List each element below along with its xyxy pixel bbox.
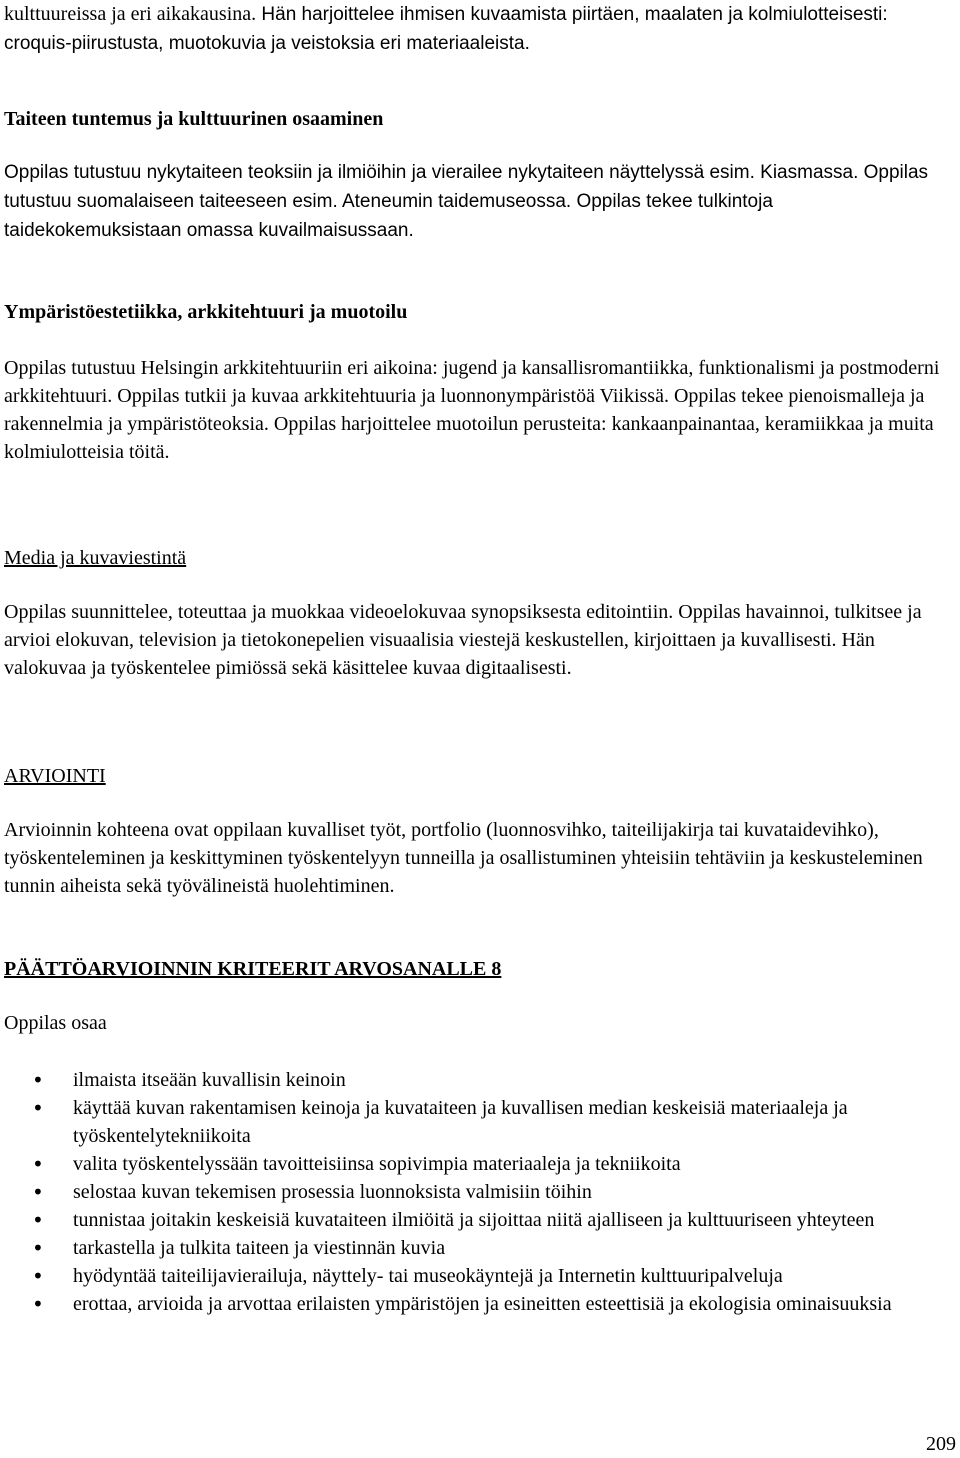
criteria-lead: Oppilas osaa	[4, 1012, 107, 1034]
list-item: • hyödyntää taiteilijavierailuja, näyttely- tai museokäyntejä ja Internetin kulttuuripalveluja	[4, 1262, 948, 1290]
section-body-media: Oppilas suunnittelee, toteuttaa ja muokkaa videoelokuvaa synopsiksesta editointiin. Oppilas havainnoi, tulkitsee ja arvioi elokuvan, television ja tietokonepelien visuaalisia viestejä keskustellen, kirjoittaen ja kuvallisesti. Hän valokuvaa ja työskentelee pimiössä sekä käsittelee kuvaa digitaalisesti.	[4, 601, 922, 679]
section-heading-kriteerit: PÄÄTTÖARVIOINNIN KRITEERIT ARVOSANALLE 8	[4, 958, 502, 980]
list-item: • valita työskentelyssään tavoitteisiinsa sopivimpia materiaaleja ja tekniikoita	[4, 1150, 948, 1178]
page-number: 209	[926, 1433, 956, 1455]
intro-text: kulttuureissa ja eri aikakausina.	[4, 3, 257, 25]
intro-text-continued: Hän harjoittelee ihmisen kuvaamista piirtäen, maalaten ja kolmiulotteisesti: croquis-piirustusta, muotokuvia ja veistoksia eri materiaaleista.	[4, 4, 888, 54]
section-heading-taiteen: Taiteen tuntemus ja kulttuurinen osaaminen	[4, 108, 384, 130]
list-item: • selostaa kuvan tekemisen prosessia luonnoksista valmisiin töihin	[4, 1178, 948, 1206]
section-body-arviointi: Arvioinnin kohteena ovat oppilaan kuvalliset työt, portfolio (luonnosvihko, taiteilijakirja tai kuvataidevihko), työskenteleminen ja keskittyminen työskentelyyn tunneilla ja osallistuminen yhteisiin tehtäviin ja keskusteleminen tunnin aiheista sekä työvälineistä huolehtiminen.	[4, 819, 923, 897]
section-heading-media: Media ja kuvaviestintä	[4, 547, 187, 569]
list-item: • ilmaista itseään kuvallisin keinoin	[4, 1066, 948, 1094]
section-heading-ymparisto: Ympäristöestetiikka, arkkitehtuuri ja muotoilu	[4, 301, 408, 323]
section-body-taiteen: Oppilas tutustuu nykytaiteen teoksiin ja ilmiöihin ja vierailee nykytaiteen näyttelyssä esim. Kiasmassa. Oppilas tutustuu suomalaiseen taiteeseen esim. Ateneumin taidemuseossa. Oppilas tekee tulkintoja taidekokemuksistaan omassa kuvailmaisussaan.	[4, 162, 929, 241]
list-item: • erottaa, arvioida ja arvottaa erilaisten ympäristöjen ja esineitten esteettisiä ja ekologisia ominaisuuksia	[4, 1290, 948, 1318]
list-item: • tarkastella ja tulkita taiteen ja viestinnän kuvia	[4, 1234, 948, 1262]
list-item: • tunnistaa joitakin keskeisiä kuvataiteen ilmiöitä ja sijoittaa niitä ajalliseen ja kulttuuriseen yhteyteen	[4, 1206, 948, 1234]
section-heading-arviointi: ARVIOINTI	[4, 765, 106, 787]
list-item: • käyttää kuvan rakentamisen keinoja ja kuvataiteen ja kuvallisen median keskeisiä materiaaleja ja työskentelytekniikoita	[4, 1094, 948, 1150]
section-body-ymparisto: Oppilas tutustuu Helsingin arkkitehtuuriin eri aikoina: jugend ja kansallisromantiikka, funktionalismi ja postmoderni arkkitehtuuri. Oppilas tutkii ja kuvaa arkkitehtuuria ja luonnonympäristöä Viikissä. Oppilas tekee pienoismalleja ja rakennelmia ja ympäristöteoksia. Oppilas harjoittelee muotoilun perusteita: kankaanpainantaa, keramiikkaa ja muita kolmiulotteisia töitä.	[4, 357, 940, 463]
intro-paragraph	[4, 0, 948, 58]
criteria-list	[4, 1066, 948, 1318]
